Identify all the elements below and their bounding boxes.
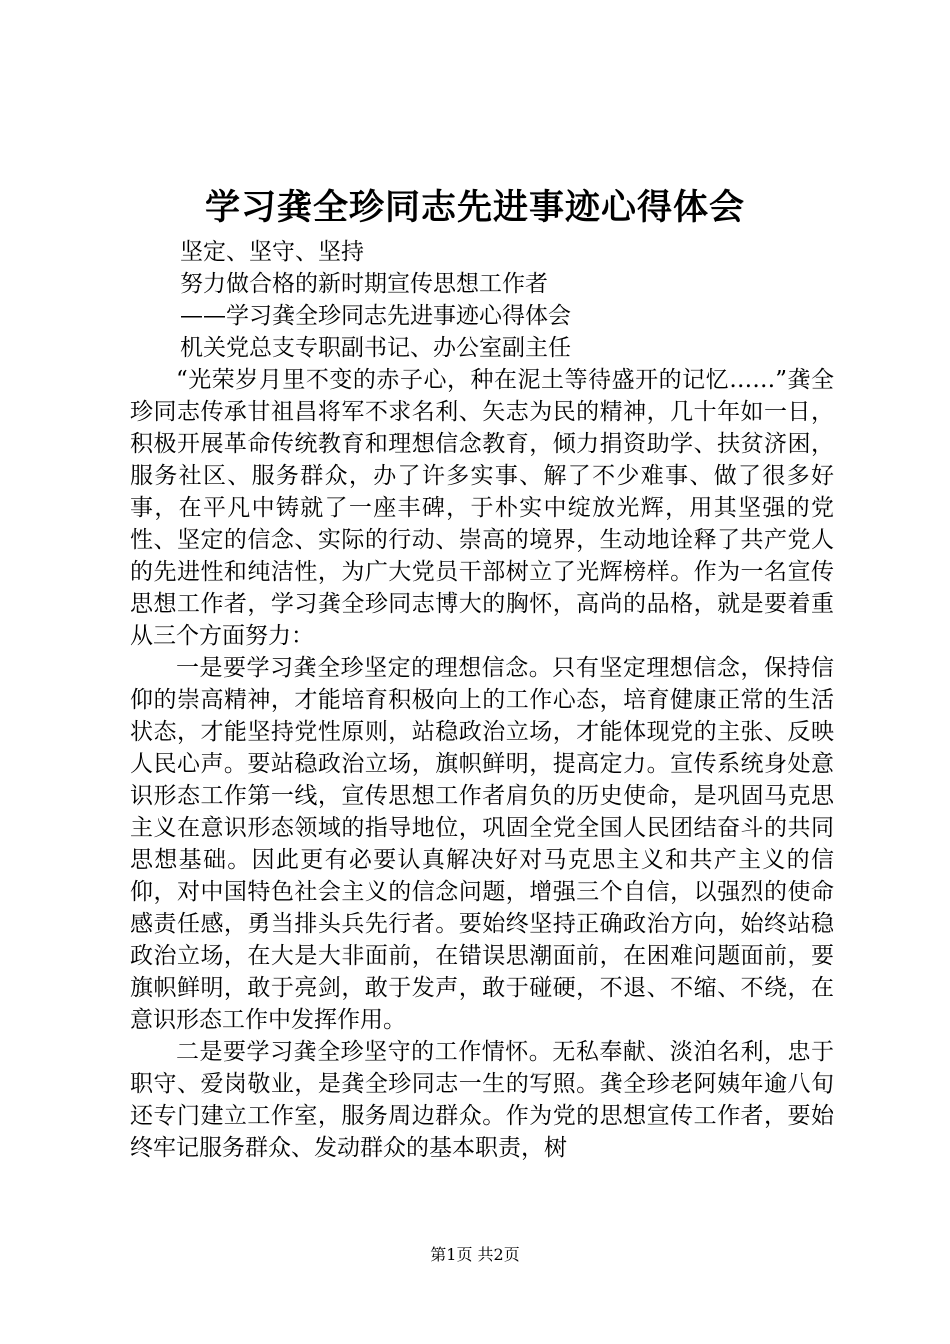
document-body	[130, 236, 834, 1164]
body-paragraph-point-one: 一是要学习龚全珍坚定的理想信念。只有坚定理想信念，保持信仰的崇高精神，才能培育积极向上的工作心态，培育健康正常的生活状态，才能坚持党性原则，站稳政治立场，才能体现党的主张、反映人民心声。要站稳政治立场，旗帜鲜明，提高定力。宣传系统身处意识形态工作第一线，宣传思想工作者肩负的历史使命，是巩固马克思主义在意识形态领域的指导地位，巩固全党全国人民团结奋斗的共同思想基础。因此更有必要认真解决好对马克思主义和共产主义的信仰，对中国特色社会主义的信念问题，增强三个自信，以强烈的使命感责任感，勇当排头兵先行者。要始终坚持正确政治方向，始终站稳政治立场，在大是大非面前，在错误思潮面前，在困难问题面前，要旗帜鲜明，敢于亮剑，敢于发声，敢于碰硬，不退、不缩、不绕，在意识形态工作中发挥作用。	[130, 655, 834, 1033]
body-paragraph-intro: “光荣岁月里不变的赤子心，种在泥土等待盛开的记忆……”龚全珍同志传承甘祖昌将军不求名利、矢志为民的精神，几十年如一日，积极开展革命传统教育和理想信念教育，倾力捐资助学、扶贫济困，服务社区、服务群众，办了许多实事、解了不少难事、做了很多好事，在平凡中铸就了一座丰碑，于朴实中绽放光辉，用其坚强的党性、坚定的信念、实际的行动、崇高的境界，生动地诠释了共产党人的先进性和纯洁性，为广大党员干部树立了光辉榜样。作为一名宣传思想工作者，学习龚全珍同志博大的胸怀，高尚的品格，就是要着重从三个方面努力：	[130, 367, 834, 649]
subtitle-line-1: 坚定、坚守、坚持	[180, 239, 364, 265]
body-paragraph-point-two: 二是要学习龚全珍坚守的工作情怀。无私奉献、淡泊名利，忠于职守、爱岗敬业，是龚全珍同志一生的写照。龚全珍老阿姨年逾八旬还专门建立工作室，服务周边群众。作为党的思想宣传工作者，要始终牢记服务群众、发动群众的基本职责，树	[130, 1039, 834, 1161]
subtitle-line-2: 努力做合格的新时期宣传思想工作者	[180, 271, 548, 297]
document-title: 学习龚全珍同志先进事迹心得体会	[204, 187, 745, 228]
author-position-line: 机关党总支专职副书记、办公室副主任	[180, 335, 571, 361]
subtitle-line-3: ——学习龚全珍同志先进事迹心得体会	[180, 303, 571, 329]
page-number-footer: 第1页 共2页	[430, 1245, 520, 1264]
